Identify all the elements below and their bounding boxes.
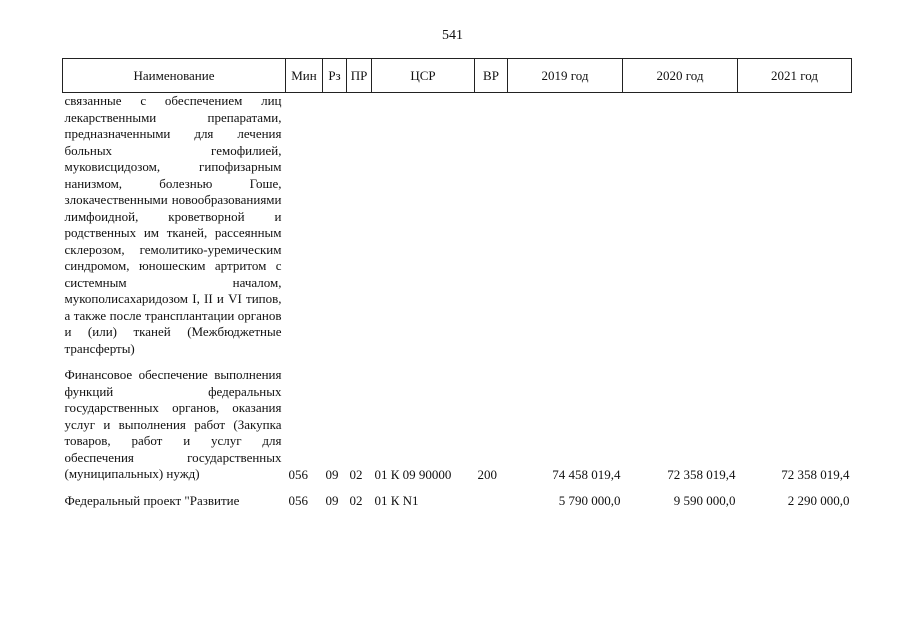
header-name: Наименование (63, 59, 286, 93)
row-csr (372, 93, 475, 358)
row-min: 056 (288, 466, 308, 482)
row-min: 056 (288, 493, 308, 508)
row-2021 (738, 93, 852, 358)
header-2019: 2019 год (508, 59, 623, 93)
header-csr: ЦСР (372, 59, 475, 93)
row-pr (347, 93, 372, 358)
table-row (63, 367, 852, 483)
row-spacer (63, 483, 852, 493)
row-2020 (623, 93, 738, 358)
row-rz: 09 (325, 466, 339, 482)
header-pr: ПР (347, 59, 372, 93)
row-name: Финансовое обеспечение выполнения функций федеральных государственных органов, оказания услуг и выполнения работ (Закупка товаров, работ и услуг для обеспечения государственных (муниципальных) нужд) (64, 367, 282, 481)
row-rz: 09 (325, 493, 339, 508)
row-vr (475, 93, 508, 358)
row-2021: 72 358 019,4 (781, 466, 850, 482)
table-header (63, 59, 852, 93)
row-2019: 5 790 000,0 (558, 493, 621, 508)
row-spacer (63, 357, 852, 367)
table-row (63, 493, 852, 510)
row-vr (475, 493, 508, 510)
header-min: Мин (286, 59, 323, 93)
header-vr: ВР (475, 59, 508, 93)
table-row (63, 93, 852, 358)
budget-table (62, 58, 852, 509)
row-pr: 02 (349, 493, 363, 508)
row-pr: 02 (349, 466, 363, 482)
row-min (286, 93, 323, 358)
header-2021: 2021 год (738, 59, 852, 93)
row-2020: 9 590 000,0 (673, 493, 736, 508)
row-csr: 01 К N1 (374, 493, 419, 508)
page-number: 541 (442, 28, 463, 43)
row-2019: 74 458 019,4 (552, 466, 621, 482)
header-2020: 2020 год (623, 59, 738, 93)
row-rz (323, 93, 347, 358)
row-name: связанные с обеспечением лиц лекарственными препаратами, предназначенными для лечения больных гемофилией, муковисцидозом, гипофизарным нанизмом, болезнью Гоше, злокачественными новообразованиями лимфоидной, кроветворной и родственных им тканей, рассеянным склерозом, гемолитико-уремическим синдромом, юношеским артритом с системным началом, мукополисахаридозом I, II и VI типов, а также после трансплантации органов и (или) тканей (Межбюджетные трансферты) (64, 93, 282, 356)
row-vr: 200 (477, 466, 497, 482)
row-2021: 2 290 000,0 (787, 493, 850, 508)
header-rz: Рз (323, 59, 347, 93)
row-2019 (508, 93, 623, 358)
row-2020: 72 358 019,4 (667, 466, 736, 482)
row-csr: 01 К 09 90000 (374, 466, 452, 482)
row-name: Федеральный проект "Развитие (64, 492, 240, 508)
